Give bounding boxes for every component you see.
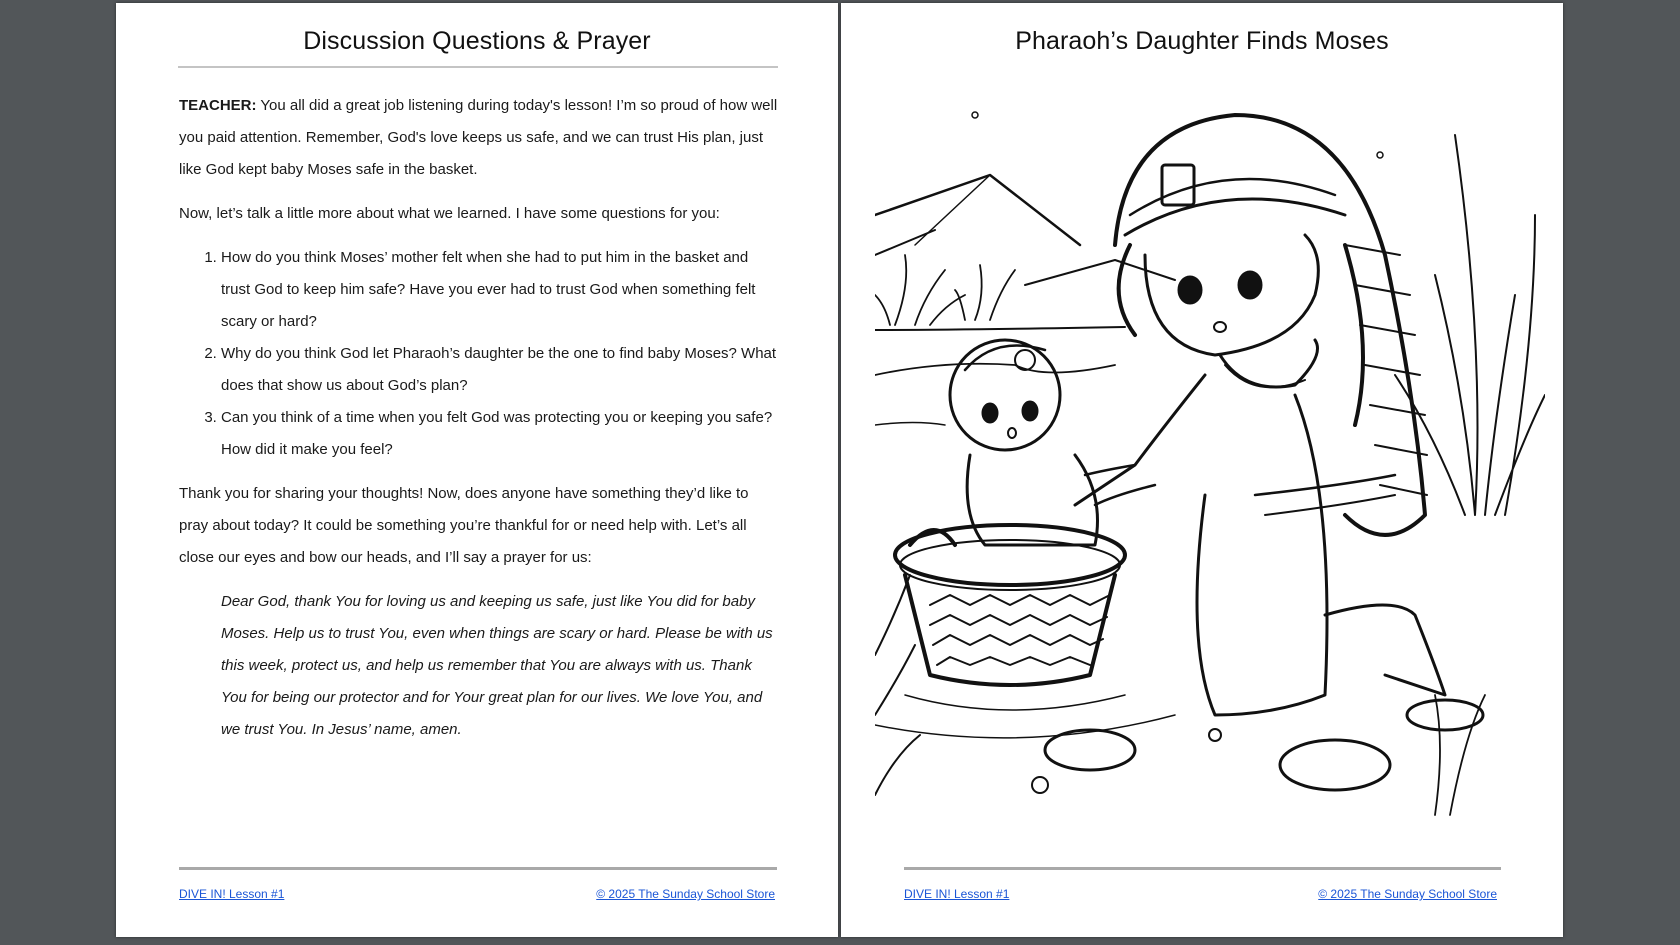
- teacher-label: TEACHER:: [179, 97, 257, 114]
- teacher-intro-text: You all did a great job listening during today's lesson! I’m so proud of how well you paid attention. Remember, God's love keeps us safe, and we can trust His plan, just like God kept baby Moses safe in the basket.: [179, 97, 778, 178]
- page-footer: [904, 887, 1497, 901]
- copyright-link[interactable]: © 2025 The Sunday School Store: [596, 887, 775, 901]
- lesson-link[interactable]: DIVE IN! Lesson #1: [179, 887, 285, 901]
- question-item: 3. Can you think of a time when you felt God was protecting you or keeping you safe? How did it make you feel?: [221, 402, 779, 466]
- lesson-link[interactable]: DIVE IN! Lesson #1: [904, 887, 1010, 901]
- document-page-right: [841, 3, 1563, 937]
- footer-divider: [179, 867, 777, 870]
- question-item: 2. Why do you think God let Pharaoh’s daughter be the one to find baby Moses? What does that show us about God’s plan?: [221, 338, 779, 402]
- page-title: Discussion Questions & Prayer: [303, 27, 651, 55]
- footer-divider: [904, 867, 1501, 870]
- discussion-questions-list: [179, 242, 779, 466]
- page-body: [179, 90, 779, 746]
- page-footer: [179, 887, 775, 901]
- coloring-page-illustration: [875, 95, 1545, 835]
- lead-in-paragraph: Now, let’s talk a little more about what we learned. I have some questions for you:: [179, 205, 720, 222]
- teacher-intro-paragraph: [179, 90, 779, 186]
- question-item: 1. How do you think Moses’ mother felt when she had to put him in the basket and trust God to keep him safe? Have you ever had to trust God when something felt scary or hard?: [221, 242, 779, 338]
- copyright-link[interactable]: © 2025 The Sunday School Store: [1318, 887, 1497, 901]
- title-divider: [178, 66, 778, 68]
- document-page-left: [116, 3, 838, 937]
- page-title: Pharaoh’s Daughter Finds Moses: [1015, 27, 1389, 55]
- closing-paragraph: Thank you for sharing your thoughts! Now, does anyone have something they’d like to pray about today? It could be something you’re thankful for or need help with. Let’s all close our eyes and bow our heads, and I’ll say a prayer for us:: [179, 485, 749, 566]
- prayer-text: Dear God, thank You for loving us and keeping us safe, just like You did for baby Moses. Help us to trust You, even when things are scary or hard. Please be with us this week, protect us, and help us remember that You are always with us. Thank You for being our protector and for Your great plan for our lives. We love You, and we trust You. In Jesus’ name, amen.: [221, 593, 773, 738]
